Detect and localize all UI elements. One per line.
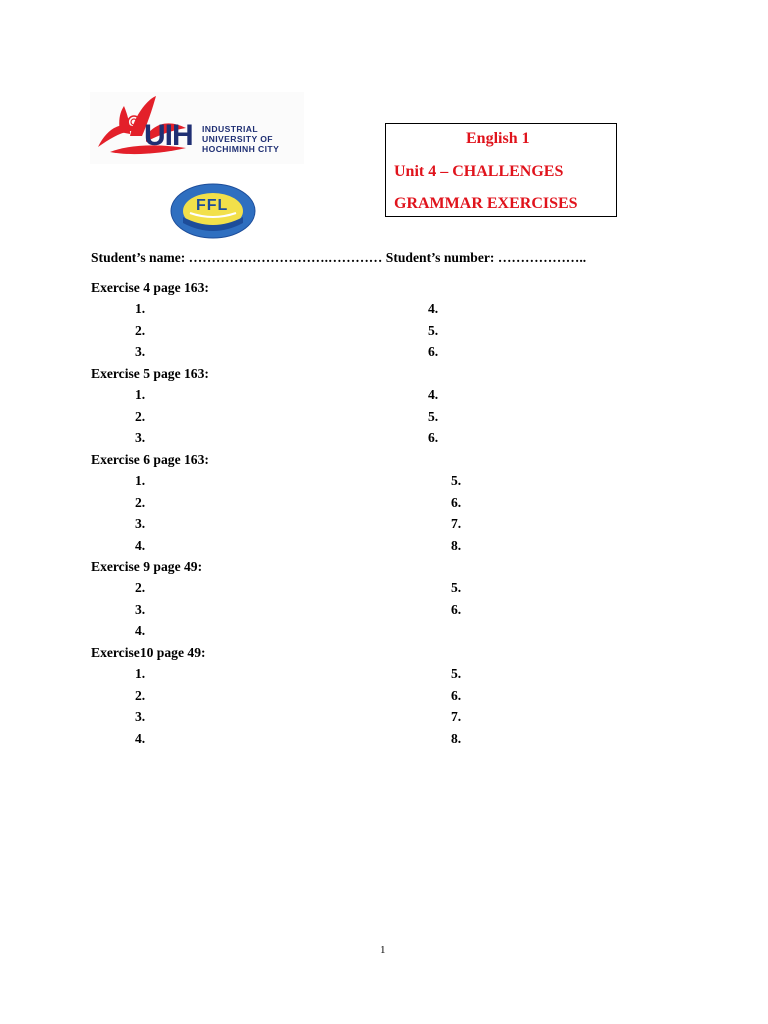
title-box <box>385 123 617 217</box>
answer-number: 6. <box>451 601 462 617</box>
answer-number: 4. <box>135 623 146 639</box>
answer-number: 8. <box>451 537 462 553</box>
answer-number: 3. <box>135 516 146 532</box>
answer-number: 7. <box>451 709 462 725</box>
university-name: INDUSTRIAL UNIVERSITY OF HOCHIMINH CITY <box>202 124 280 154</box>
answer-number: 5. <box>451 666 462 682</box>
uih-letters: UIH <box>144 119 193 152</box>
answer-number: 7. <box>451 516 462 532</box>
exercise-heading: Exercise 5 page 163: <box>91 366 209 381</box>
exercise-heading: Exercise 9 page 49: <box>91 559 203 574</box>
exercise-heading: Exercise10 page 49: <box>91 645 206 660</box>
answer-number: 3. <box>135 709 146 725</box>
answer-number: 4. <box>428 301 439 317</box>
answer-number: 3. <box>135 430 146 446</box>
faculty-logo <box>170 183 256 239</box>
answer-number: 1. <box>135 301 146 317</box>
exercise-heading: Exercise 6 page 163: <box>91 452 209 467</box>
answer-number: 5. <box>428 408 439 424</box>
answer-number: 6. <box>428 430 439 446</box>
answer-number: 5. <box>451 580 462 596</box>
answer-number: 1. <box>135 666 146 682</box>
faculty-letters: FFL <box>196 197 229 214</box>
answer-number: 1. <box>135 387 146 403</box>
unit-title: Unit 4 – CHALLENGES <box>394 163 564 180</box>
student-info-line: Student’s name: ………………………….………… Student’s number: ……………….. <box>91 250 587 265</box>
answer-number: 6. <box>451 687 462 703</box>
answer-number: 6. <box>451 494 462 510</box>
answer-number: 6. <box>428 344 439 360</box>
course-title: English 1 <box>466 130 530 147</box>
answer-number: 2. <box>135 494 146 510</box>
answer-number: 4. <box>135 537 146 553</box>
answer-number: 5. <box>428 322 439 338</box>
answer-number: 3. <box>135 601 146 617</box>
answer-number: 2. <box>135 687 146 703</box>
answer-number: 1. <box>135 473 146 489</box>
answer-number: 3. <box>135 344 146 360</box>
page-number: 1 <box>380 944 386 956</box>
section-title: GRAMMAR EXERCISES <box>394 195 578 212</box>
exercise-heading: Exercise 4 page 163: <box>91 280 209 295</box>
university-logo <box>90 92 304 164</box>
answer-number: 4. <box>428 387 439 403</box>
answer-number: 5. <box>451 473 462 489</box>
answer-number: 2. <box>135 408 146 424</box>
answer-number: 4. <box>135 730 146 746</box>
answer-number: 8. <box>451 730 462 746</box>
answer-number: 2. <box>135 322 146 338</box>
answer-number: 2. <box>135 580 146 596</box>
